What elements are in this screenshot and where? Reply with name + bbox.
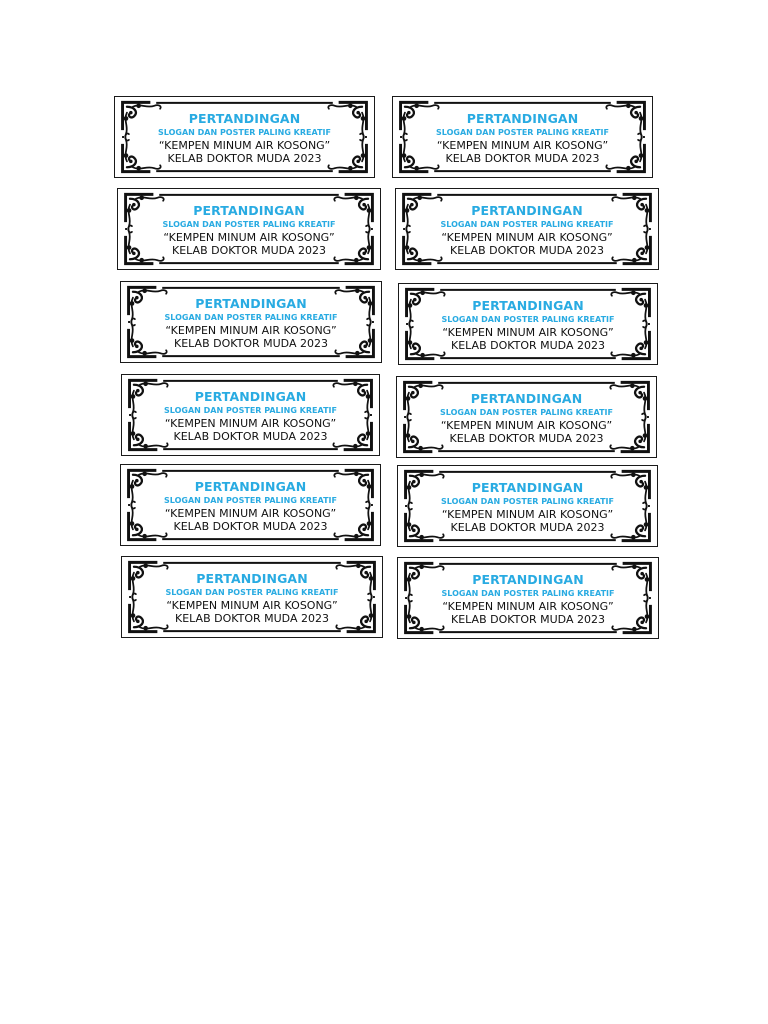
competition-label (397, 557, 659, 639)
label-club-name: KELAB DOKTOR MUDA 2023 (451, 338, 605, 352)
label-campaign-quote: “KEMPEN MINUM AIR KOSONG” (163, 230, 335, 244)
label-subtitle: SLOGAN DAN POSTER PALING KREATIF (440, 407, 613, 417)
label-club-name: KELAB DOKTOR MUDA 2023 (174, 336, 328, 350)
label-title: PERTANDINGAN (193, 203, 305, 219)
competition-label (121, 556, 383, 638)
label-title: PERTANDINGAN (194, 389, 307, 405)
label-club-name: KELAB DOKTOR MUDA 2023 (172, 243, 326, 257)
label-text-block (398, 475, 657, 540)
label-text-block (122, 566, 382, 631)
competition-label (121, 374, 380, 456)
label-title: PERTANDINGAN (188, 111, 301, 127)
label-campaign-quote: “KEMPEN MINUM AIR KOSONG” (158, 138, 331, 152)
label-club-name: KELAB DOKTOR MUDA 2023 (167, 151, 322, 165)
label-club-name: KELAB DOKTOR MUDA 2023 (175, 611, 329, 625)
label-campaign-quote: “KEMPEN MINUM AIR KOSONG” (436, 138, 609, 152)
label-title: PERTANDINGAN (471, 480, 584, 496)
label-campaign-quote: “KEMPEN MINUM AIR KOSONG” (164, 416, 337, 430)
label-subtitle: SLOGAN DAN POSTER PALING KREATIF (164, 495, 337, 505)
competition-label (120, 281, 382, 363)
competition-label (396, 376, 657, 458)
label-club-name: KELAB DOKTOR MUDA 2023 (451, 612, 605, 626)
label-subtitle: SLOGAN DAN POSTER PALING KREATIF (165, 587, 339, 597)
competition-label (398, 283, 658, 365)
label-subtitle: SLOGAN DAN POSTER PALING KREATIF (441, 496, 614, 506)
label-club-name: KELAB DOKTOR MUDA 2023 (173, 519, 328, 533)
competition-label (117, 188, 381, 270)
label-subtitle: SLOGAN DAN POSTER PALING KREATIF (162, 219, 336, 229)
label-text-block (121, 474, 380, 539)
label-club-name: KELAB DOKTOR MUDA 2023 (173, 429, 328, 443)
label-text-block (121, 291, 381, 356)
label-campaign-quote: “KEMPEN MINUM AIR KOSONG” (440, 418, 613, 432)
label-club-name: KELAB DOKTOR MUDA 2023 (445, 151, 600, 165)
label-subtitle: SLOGAN DAN POSTER PALING KREATIF (158, 127, 331, 137)
label-campaign-quote: “KEMPEN MINUM AIR KOSONG” (164, 506, 337, 520)
label-text-block (399, 293, 657, 358)
label-campaign-quote: “KEMPEN MINUM AIR KOSONG” (166, 598, 338, 612)
label-subtitle: SLOGAN DAN POSTER PALING KREATIF (441, 314, 615, 324)
competition-label (395, 188, 659, 270)
label-title: PERTANDINGAN (194, 479, 307, 495)
label-title: PERTANDINGAN (466, 111, 579, 127)
label-club-name: KELAB DOKTOR MUDA 2023 (449, 431, 604, 445)
label-text-block (122, 384, 379, 449)
label-title: PERTANDINGAN (472, 572, 584, 588)
label-title: PERTANDINGAN (195, 296, 307, 312)
competition-label (392, 96, 653, 178)
label-campaign-quote: “KEMPEN MINUM AIR KOSONG” (165, 323, 337, 337)
label-subtitle: SLOGAN DAN POSTER PALING KREATIF (164, 405, 337, 415)
label-campaign-quote: “KEMPEN MINUM AIR KOSONG” (442, 599, 614, 613)
label-text-block (396, 198, 658, 263)
label-club-name: KELAB DOKTOR MUDA 2023 (450, 243, 604, 257)
label-title: PERTANDINGAN (472, 298, 584, 314)
label-subtitle: SLOGAN DAN POSTER PALING KREATIF (436, 127, 609, 137)
label-campaign-quote: “KEMPEN MINUM AIR KOSONG” (442, 325, 614, 339)
label-title: PERTANDINGAN (470, 391, 583, 407)
label-campaign-quote: “KEMPEN MINUM AIR KOSONG” (441, 230, 613, 244)
competition-label (120, 464, 381, 546)
label-text-block (398, 567, 658, 632)
label-title: PERTANDINGAN (196, 571, 308, 587)
competition-label (114, 96, 375, 178)
label-title: PERTANDINGAN (471, 203, 583, 219)
label-subtitle: SLOGAN DAN POSTER PALING KREATIF (164, 312, 338, 322)
label-campaign-quote: “KEMPEN MINUM AIR KOSONG” (441, 507, 614, 521)
label-text-block (397, 386, 656, 451)
label-text-block (115, 106, 374, 171)
label-text-block (118, 198, 380, 263)
label-text-block (393, 106, 652, 171)
competition-label (397, 465, 658, 547)
label-subtitle: SLOGAN DAN POSTER PALING KREATIF (441, 588, 615, 598)
label-club-name: KELAB DOKTOR MUDA 2023 (450, 520, 605, 534)
label-subtitle: SLOGAN DAN POSTER PALING KREATIF (440, 219, 614, 229)
